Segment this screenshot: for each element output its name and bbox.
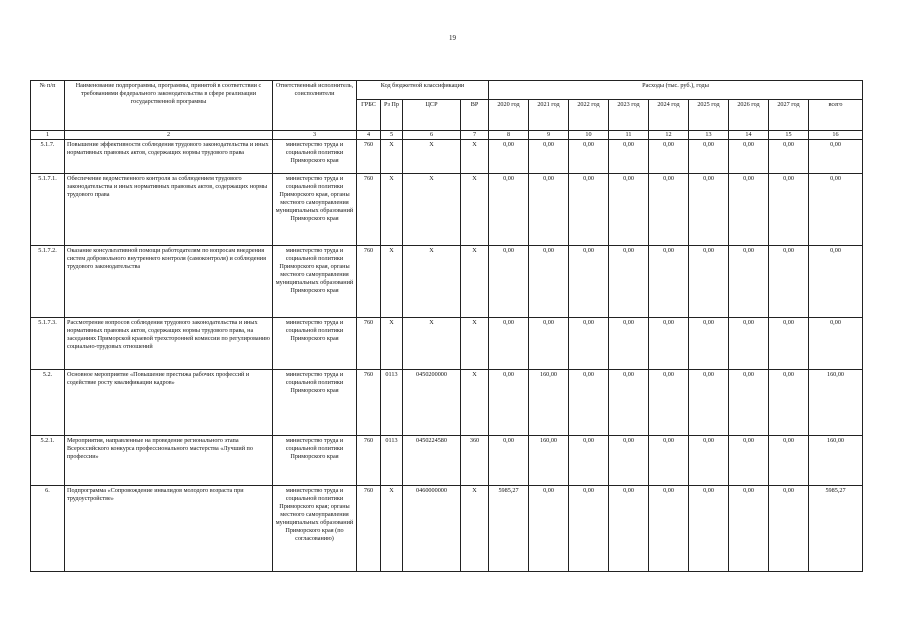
- header-year: 2025 год: [689, 100, 729, 131]
- row-year-value: 0,00: [569, 486, 609, 572]
- row-number: 5.2.1.: [31, 436, 65, 486]
- header-num: № п/п: [31, 81, 65, 131]
- row-year-value: 0,00: [609, 486, 649, 572]
- row-year-value: 0,00: [569, 318, 609, 370]
- row-year-value: 0,00: [529, 246, 569, 318]
- row-total: 0,00: [809, 318, 863, 370]
- row-grbs: 760: [357, 140, 381, 174]
- row-csr: 0450224580: [403, 436, 461, 486]
- table-row: [31, 486, 863, 572]
- row-year-value: 0,00: [489, 318, 529, 370]
- row-year-value: 0,00: [729, 436, 769, 486]
- column-number: 3: [273, 131, 357, 140]
- row-year-value: 0,00: [689, 318, 729, 370]
- header-vr: ВР: [461, 100, 489, 131]
- row-executor: министерство труда и социальной политики Приморского края, органы местного самоуправления муниципальных образований Приморского края: [273, 174, 357, 246]
- row-year-value: 0,00: [769, 370, 809, 436]
- row-rzpr: X: [381, 174, 403, 246]
- row-vr: X: [461, 370, 489, 436]
- table-row: [31, 174, 863, 246]
- header-budget-code: Код бюджетной классификации: [357, 81, 489, 100]
- header-year: 2021 год: [529, 100, 569, 131]
- row-year-value: 0,00: [569, 140, 609, 174]
- page-number: 19: [449, 34, 456, 42]
- row-total: 0,00: [809, 246, 863, 318]
- row-year-value: 0,00: [689, 140, 729, 174]
- row-vr: X: [461, 318, 489, 370]
- row-number: 5.1.7.3.: [31, 318, 65, 370]
- row-year-value: 0,00: [769, 436, 809, 486]
- row-year-value: 0,00: [649, 174, 689, 246]
- row-executor: министерство труда и социальной политики Приморского края: [273, 436, 357, 486]
- row-year-value: 0,00: [529, 318, 569, 370]
- row-year-value: 0,00: [769, 318, 809, 370]
- row-year-value: 160,00: [529, 436, 569, 486]
- header-executor: Ответственный исполнитель, соисполнители: [273, 81, 357, 131]
- row-year-value: 0,00: [649, 246, 689, 318]
- row-csr: 0450200000: [403, 370, 461, 436]
- row-vr: 360: [461, 436, 489, 486]
- row-rzpr: 0113: [381, 370, 403, 436]
- row-total: 5985,27: [809, 486, 863, 572]
- row-csr: X: [403, 246, 461, 318]
- column-number: 2: [65, 131, 273, 140]
- row-year-value: 0,00: [729, 246, 769, 318]
- row-year-value: 0,00: [769, 140, 809, 174]
- row-vr: X: [461, 246, 489, 318]
- column-number: 7: [461, 131, 489, 140]
- row-year-value: 0,00: [489, 246, 529, 318]
- header-year: 2023 год: [609, 100, 649, 131]
- column-number: 11: [609, 131, 649, 140]
- header-name: Наименование подпрограммы, программы, принятой в соответствии с требованиями федерального законодательства в сфере реализации государственной программы: [65, 81, 273, 131]
- row-year-value: 0,00: [649, 486, 689, 572]
- row-total: 0,00: [809, 174, 863, 246]
- header-csr: ЦСР: [403, 100, 461, 131]
- row-rzpr: X: [381, 140, 403, 174]
- row-name: Мероприятия, направленные на проведение регионального этапа Всероссийского конкурса профессионального мастерства «Лучший по профессии»: [65, 436, 273, 486]
- column-number: 9: [529, 131, 569, 140]
- table-body: [31, 131, 863, 572]
- row-year-value: 0,00: [769, 486, 809, 572]
- row-year-value: 0,00: [609, 318, 649, 370]
- column-number: 6: [403, 131, 461, 140]
- row-year-value: 0,00: [729, 370, 769, 436]
- column-number: 5: [381, 131, 403, 140]
- row-year-value: 0,00: [569, 370, 609, 436]
- table-row: [31, 246, 863, 318]
- row-number: 5.1.7.: [31, 140, 65, 174]
- header-grbs: ГРБС: [357, 100, 381, 131]
- table-row: [31, 318, 863, 370]
- column-number: 14: [729, 131, 769, 140]
- row-number: 5.2.: [31, 370, 65, 436]
- column-number: 1: [31, 131, 65, 140]
- row-year-value: 0,00: [609, 246, 649, 318]
- row-year-value: 0,00: [609, 174, 649, 246]
- row-year-value: 0,00: [569, 174, 609, 246]
- row-grbs: 760: [357, 246, 381, 318]
- row-year-value: 0,00: [609, 436, 649, 486]
- row-year-value: 0,00: [689, 486, 729, 572]
- row-vr: X: [461, 174, 489, 246]
- row-grbs: 760: [357, 318, 381, 370]
- row-year-value: 0,00: [649, 140, 689, 174]
- column-number: 13: [689, 131, 729, 140]
- row-number: 5.1.7.1.: [31, 174, 65, 246]
- table-row: [31, 436, 863, 486]
- row-year-value: 0,00: [569, 246, 609, 318]
- table-row: [31, 140, 863, 174]
- row-year-value: 0,00: [529, 486, 569, 572]
- header-year: 2020 год: [489, 100, 529, 131]
- row-grbs: 760: [357, 486, 381, 572]
- row-grbs: 760: [357, 370, 381, 436]
- row-year-value: 0,00: [649, 370, 689, 436]
- row-number: 6.: [31, 486, 65, 572]
- row-year-value: 0,00: [489, 436, 529, 486]
- row-year-value: 0,00: [769, 174, 809, 246]
- row-rzpr: X: [381, 486, 403, 572]
- column-number: 12: [649, 131, 689, 140]
- row-name: Повышение эффективности соблюдения трудового законодательства и иных нормативных правовых актов, содержащих нормы трудового права: [65, 140, 273, 174]
- row-rzpr: 0113: [381, 436, 403, 486]
- row-csr: X: [403, 174, 461, 246]
- column-number: 16: [809, 131, 863, 140]
- row-rzpr: X: [381, 318, 403, 370]
- row-year-value: 0,00: [649, 436, 689, 486]
- row-executor: министерство труда и социальной политики Приморского края: [273, 140, 357, 174]
- row-year-value: 5985,27: [489, 486, 529, 572]
- row-vr: X: [461, 140, 489, 174]
- header-year: 2027 год: [769, 100, 809, 131]
- header-expenses: Расходы (тыс. руб.), годы: [489, 81, 863, 100]
- row-executor: министерство труда и социальной политики Приморского края: [273, 318, 357, 370]
- column-number: 8: [489, 131, 529, 140]
- row-year-value: 0,00: [689, 436, 729, 486]
- row-year-value: 0,00: [609, 140, 649, 174]
- row-year-value: 0,00: [689, 370, 729, 436]
- row-csr: 0460000000: [403, 486, 461, 572]
- row-name: Основное мероприятие «Повышение престижа рабочих профессий и содействие росту квалификации кадров»: [65, 370, 273, 436]
- table-row: [31, 370, 863, 436]
- row-csr: X: [403, 140, 461, 174]
- row-year-value: 0,00: [529, 174, 569, 246]
- row-executor: министерство труда и социальной политики Приморского края: [273, 370, 357, 436]
- row-total: 0,00: [809, 140, 863, 174]
- column-number: 15: [769, 131, 809, 140]
- row-year-value: 160,00: [529, 370, 569, 436]
- row-name: Рассмотрение вопросов соблюдения трудового законодательства и иных нормативных правовых актов, содержащих нормы трудового права, на заседаниях Приморской краевой трехсторонней комиссии по регулированию социально-трудовых отношений: [65, 318, 273, 370]
- row-year-value: 0,00: [489, 140, 529, 174]
- row-year-value: 0,00: [649, 318, 689, 370]
- row-total: 160,00: [809, 436, 863, 486]
- header-rzpr: Рз Пр: [381, 100, 403, 131]
- header-year: 2024 год: [649, 100, 689, 131]
- row-csr: X: [403, 318, 461, 370]
- column-number: 4: [357, 131, 381, 140]
- row-year-value: 0,00: [689, 174, 729, 246]
- row-rzpr: X: [381, 246, 403, 318]
- row-year-value: 0,00: [489, 370, 529, 436]
- row-vr: X: [461, 486, 489, 572]
- header-year: 2022 год: [569, 100, 609, 131]
- row-year-value: 0,00: [489, 174, 529, 246]
- row-total: 160,00: [809, 370, 863, 436]
- row-year-value: 0,00: [769, 246, 809, 318]
- row-grbs: 760: [357, 436, 381, 486]
- row-year-value: 0,00: [569, 436, 609, 486]
- header-year: 2026 год: [729, 100, 769, 131]
- row-year-value: 0,00: [729, 174, 769, 246]
- row-year-value: 0,00: [729, 486, 769, 572]
- row-year-value: 0,00: [729, 318, 769, 370]
- budget-table: [30, 80, 863, 572]
- row-executor: министерство труда и социальной политики Приморского края; органы местного самоуправления муниципальных образований Приморского края (по согласованию): [273, 486, 357, 572]
- row-executor: министерство труда и социальной политики Приморского края, органы местного самоуправления муниципальных образований Приморского края: [273, 246, 357, 318]
- column-number-row: [31, 131, 863, 140]
- row-year-value: 0,00: [529, 140, 569, 174]
- row-name: Оказание консультативной помощи работодателям по вопросам внедрения систем добровольного внутреннего контроля (самоконтроля) и соблюдения трудового законодательства: [65, 246, 273, 318]
- row-year-value: 0,00: [729, 140, 769, 174]
- row-name: Подпрограмма «Сопровождение инвалидов молодого возраста при трудоустройстве»: [65, 486, 273, 572]
- row-year-value: 0,00: [689, 246, 729, 318]
- header-total: всего: [809, 100, 863, 131]
- row-year-value: 0,00: [609, 370, 649, 436]
- column-number: 10: [569, 131, 609, 140]
- row-name: Обеспечение ведомственного контроля за соблюдением трудового законодательства и иных нормативных правовых актов, содержащих нормы трудового права: [65, 174, 273, 246]
- row-grbs: 760: [357, 174, 381, 246]
- row-number: 5.1.7.2.: [31, 246, 65, 318]
